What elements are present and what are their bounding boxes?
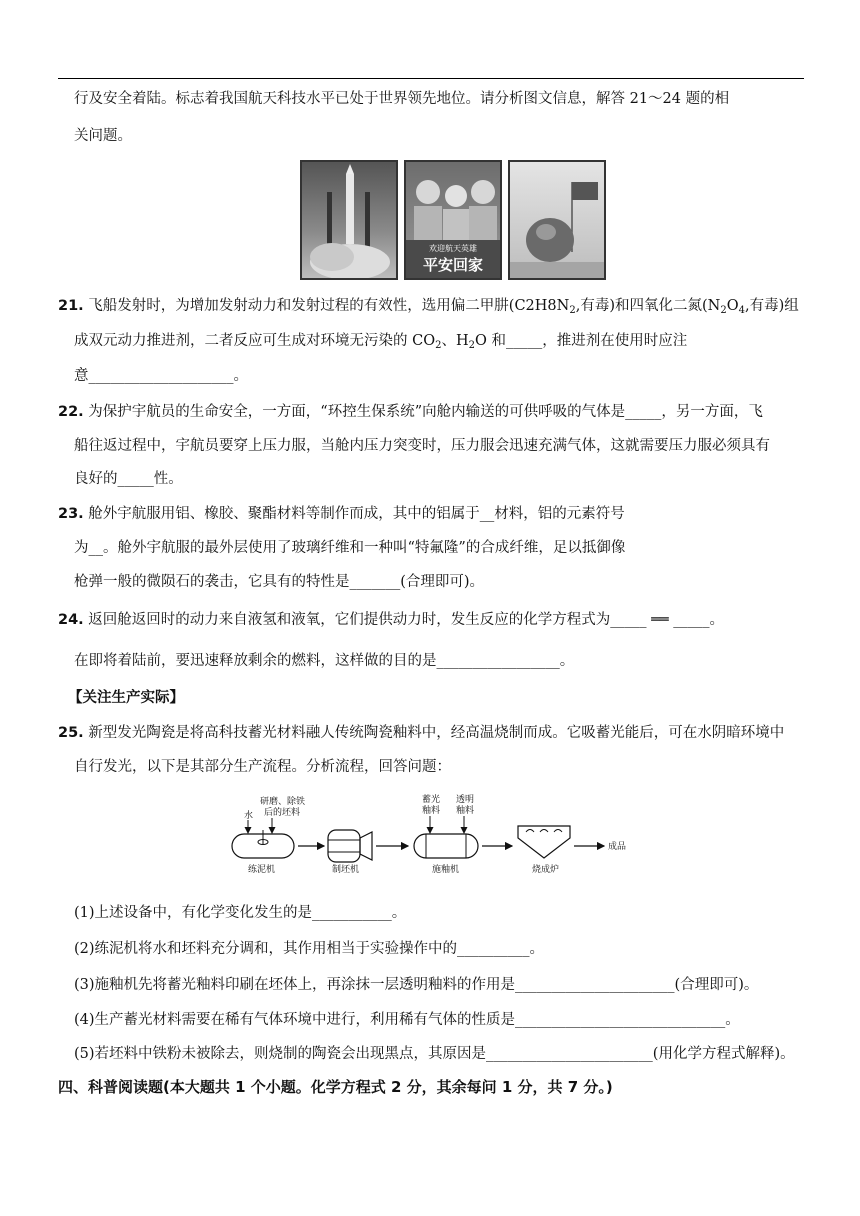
q24-number: 24.: [58, 612, 84, 628]
intro-line-2: 关问题。: [74, 128, 132, 144]
production-flow-diagram: [226, 792, 646, 878]
q21-text: 飞船发射时，为增加发射动力和发射过程的有效性，选用偏二甲肼(C2H8N: [88, 298, 570, 314]
q23-number: 23.: [58, 506, 84, 522]
flow-label-machine-1: 练泥机: [248, 865, 276, 875]
q25-number: 25.: [58, 725, 84, 741]
q25-sub-5: (5)若坯料中铁粉未被除去，则烧制的陶瓷会出现黑点，其原因是_______________________(用化学方程式解释)。: [74, 1046, 795, 1062]
flow-label-material-2: 后的坯料: [264, 808, 301, 818]
top-rule: [58, 78, 804, 79]
q22-line-1: [58, 402, 763, 422]
banner-small-text: 欢迎航天英雄: [429, 244, 477, 253]
section-4-heading: 四、科普阅读题(本大题共 1 个小题。化学方程式 2 分，其余每问 1 分，共 7 分。): [58, 1078, 613, 1096]
subscript: 2: [569, 305, 576, 316]
astronaut-portraits-icon: [406, 162, 502, 240]
q22-line-2: 船往返过程中，宇航员要穿上压力服，当舱内压力突变时，压力服会迅速充满气体，这就需要压力服必须具有: [74, 438, 770, 454]
subscript: 2: [468, 340, 475, 351]
q21-text: 成双元动力推进剂，二者反应可生成对环境无污染的 CO: [74, 333, 436, 349]
flow-label-product: 成品: [608, 842, 627, 852]
kiln-shape: [518, 826, 570, 858]
section-heading: 【关注生产实际】: [68, 690, 184, 706]
q22-text: 为保护宇航员的生命安全，一方面，“环控生保系统”向舱内输送的可供呼吸的气体是_____，另一方面，飞: [88, 404, 763, 420]
flow-label-glaze-lum-2: 釉料: [422, 806, 441, 816]
subscript: 2: [720, 305, 727, 316]
flow-label-material-1: 研磨、除铁: [260, 797, 306, 807]
q21-text: O 和_____，推进剂在使用时应注: [475, 333, 688, 349]
subscript: 4: [738, 305, 745, 316]
flow-label-glaze-clear-2: 釉料: [456, 806, 475, 816]
q21-line-3: 意____________________。: [74, 368, 248, 384]
q25-text: 新型发光陶瓷是将高科技蓄光材料融人传统陶瓷釉料中，经高温烧制而成。它吸蓄光能后，可在水阴暗环境中: [88, 725, 785, 741]
subscript: 2: [435, 340, 442, 351]
capsule-flag-icon: [510, 162, 606, 280]
q24-line-2: 在即将着陆前，要迅速释放剩余的燃料，这样做的目的是_________________。: [74, 653, 575, 669]
banner-large-text: 平安回家: [422, 256, 483, 274]
q23-line-3: 枪弹一般的微陨石的袭击，它具有的特性是_______(合理即可)。: [74, 574, 485, 590]
flow-label-machine-2: 制坯机: [332, 865, 360, 875]
q25-line-2: 自行发光，以下是其部分生产流程。分析流程，回答问题：: [74, 759, 451, 775]
q25-sub-2: (2)练泥机将水和坯料充分调和，其作用相当于实验操作中的__________。: [74, 941, 545, 957]
q21-text: O: [726, 298, 739, 314]
capsule-landing-photo: [508, 160, 606, 280]
flow-label-glaze-clear-1: 透明: [456, 795, 475, 805]
astronauts-photo: [404, 160, 502, 280]
intro-line-1: 行及安全着陆。标志着我国航天科技水平已处于世界领先地位。请分析图文信息，解答 21～24 题的相: [74, 91, 730, 107]
q25-sub-4: (4)生产蓄光材料需要在稀有气体环境中进行，利用稀有气体的性质是_____________________________。: [74, 1012, 740, 1028]
q23-line-2: 为__。舱外宇航服的最外层使用了玻璃纤维和一种叫“特氟隆”的合成纤维，足以抵御像: [74, 540, 626, 556]
q21-text: ,有毒)和四氧化二氮(N: [575, 298, 721, 314]
q22-number: 22.: [58, 404, 84, 420]
q23-line-1: [58, 504, 625, 524]
flow-label-glaze-lum-1: 蓄光: [422, 795, 441, 805]
q25-sub-3: (3)施釉机先将蓄光釉料印刷在坯体上，再涂抹一层透明釉料的作用是______________________(合理即可)。: [74, 977, 759, 993]
q23-text: 舱外宇航服用铝、橡胶、聚酯材料等制作而成，其中的铝属于__材料，铝的元素符号: [88, 506, 625, 522]
q21-line-2: [74, 331, 687, 356]
q21-text: ,有毒)组: [744, 298, 799, 314]
q21-text: 、H: [441, 333, 469, 349]
q25-sub-1: (1)上述设备中，有化学变化发生的是___________。: [74, 905, 407, 921]
press-shape: [328, 830, 360, 862]
flow-label-water: 水: [244, 811, 254, 821]
q21-number: 21.: [58, 298, 84, 314]
glazer-shape: [414, 834, 478, 858]
q24-text: 返回舱返回时的动力来自液氢和液氧，它们提供动力时，发生反应的化学方程式为_____ ══ _____。: [88, 612, 724, 628]
q24-line-1: [58, 610, 724, 630]
rocket-icon: [302, 162, 398, 280]
flow-label-machine-3: 施釉机: [432, 865, 460, 875]
flow-label-machine-4: 烧成炉: [532, 865, 560, 875]
rocket-launch-photo: [300, 160, 398, 280]
q22-line-3: 良好的_____性。: [74, 471, 183, 487]
q21-line-1: [58, 296, 799, 321]
q25-line-1: [58, 723, 784, 743]
